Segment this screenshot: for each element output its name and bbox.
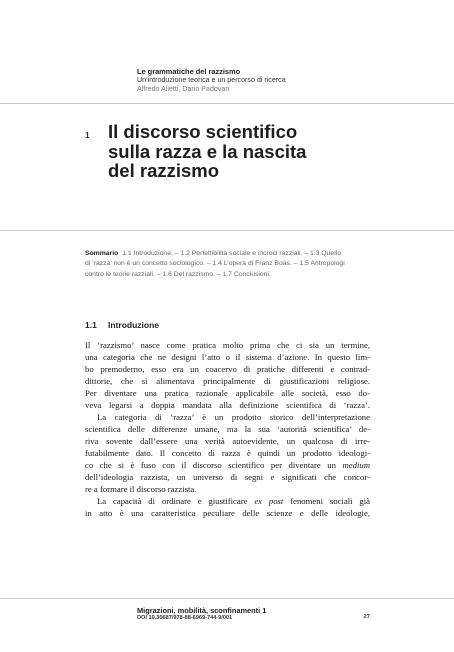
body-line: dittorie, che si alimentava principalmente di giustificazioni religiose. [85,376,370,386]
body-line: scientifica delle differenze umane, ma la sua ‘autorità scientifica’ de- [85,424,370,434]
body-line: una categoria che ne designi l’atto o il sistema d’azione. In questo lim- [85,352,370,362]
section-number: 1.1 [85,320,97,330]
chapter-title-line: del razzismo [108,160,220,181]
book-subtitle: Un’introduzione teorica e un percorso di ricerca [137,76,286,84]
summary-line: 1.1 Introduzione. – 1.2 Perfettibilità sociale e incroci razziali. – 1.3 Quello [122,250,342,257]
chapter-title [108,122,348,181]
body-emphasis: medium [342,460,370,470]
body-line: futabilmente dato. Il concetto di razza è quindi un prodotto ideologi- [85,448,370,458]
summary-line: contro le teorie razziali. – 1.6 Del razzismo. – 1.7 Conclusioni. [85,270,271,278]
summary [85,249,370,280]
header-divider [0,103,454,104]
body-line: in atto è una caratteristica peculiare delle scienze e delle ideologie, [85,508,370,518]
body-line: La categoria di ‘razza’ è un prodotto storico dell’interpretazione [97,412,370,422]
body-line: bo premoderno, esso era un coacervo di pratiche differenti e contrad- [85,364,370,374]
body-line [85,459,370,471]
body-line [85,495,370,507]
book-authors: Alfredo Alietti, Dario Padovan [137,85,230,93]
body-text: co che si è fuso con il discorso scientifico per diventare un [85,460,343,470]
page-number: 27 [363,614,370,620]
chapter-number: 1 [85,130,90,140]
body-line: Il ‘razzismo’ nasce come pratica molto prima che ci sia un termine, [85,340,370,350]
footer-divider [0,598,454,599]
summary-line: di ‘razza’ non è un concetto sociologico. – 1.4 L’opera di Franz Boas. – 1.5 Antropologi [85,260,345,268]
body-line: re a formare il discorso razzista. [85,484,197,494]
chapter-title-line: Il discorso scientifico [108,121,298,142]
body-line: veva legarsi a doppia mandata alla definizione scientifica di ‘razza’. [85,400,370,410]
body-line: dell’ideologia razzista, un universo di segni e significati che concor- [85,472,370,482]
footer-doi: DOI 10.30687/978-88-6969-744-9/001 [137,615,233,621]
title-divider [0,230,454,231]
body-text: La capacità di ordinare e giustificare [97,496,255,506]
summary-label: Sommario [85,250,119,257]
book-title: Le grammatiche del razzismo [137,67,241,76]
body-line: riva sovente dall’essere una verità autoevidente, un qualcosa di irre- [85,436,370,446]
body-line: Per diventare una pratica razionale applicabile alle società, esso do- [85,388,370,398]
footer-journal: Migrazioni, mobilità, sconfinamenti 1 [137,606,267,615]
body-text: fenomeni sociali già [283,496,370,506]
chapter-title-line: sulla razza e la nascita [108,140,307,162]
body-emphasis: ex post [254,496,284,506]
section-title: Introduzione [108,320,159,330]
